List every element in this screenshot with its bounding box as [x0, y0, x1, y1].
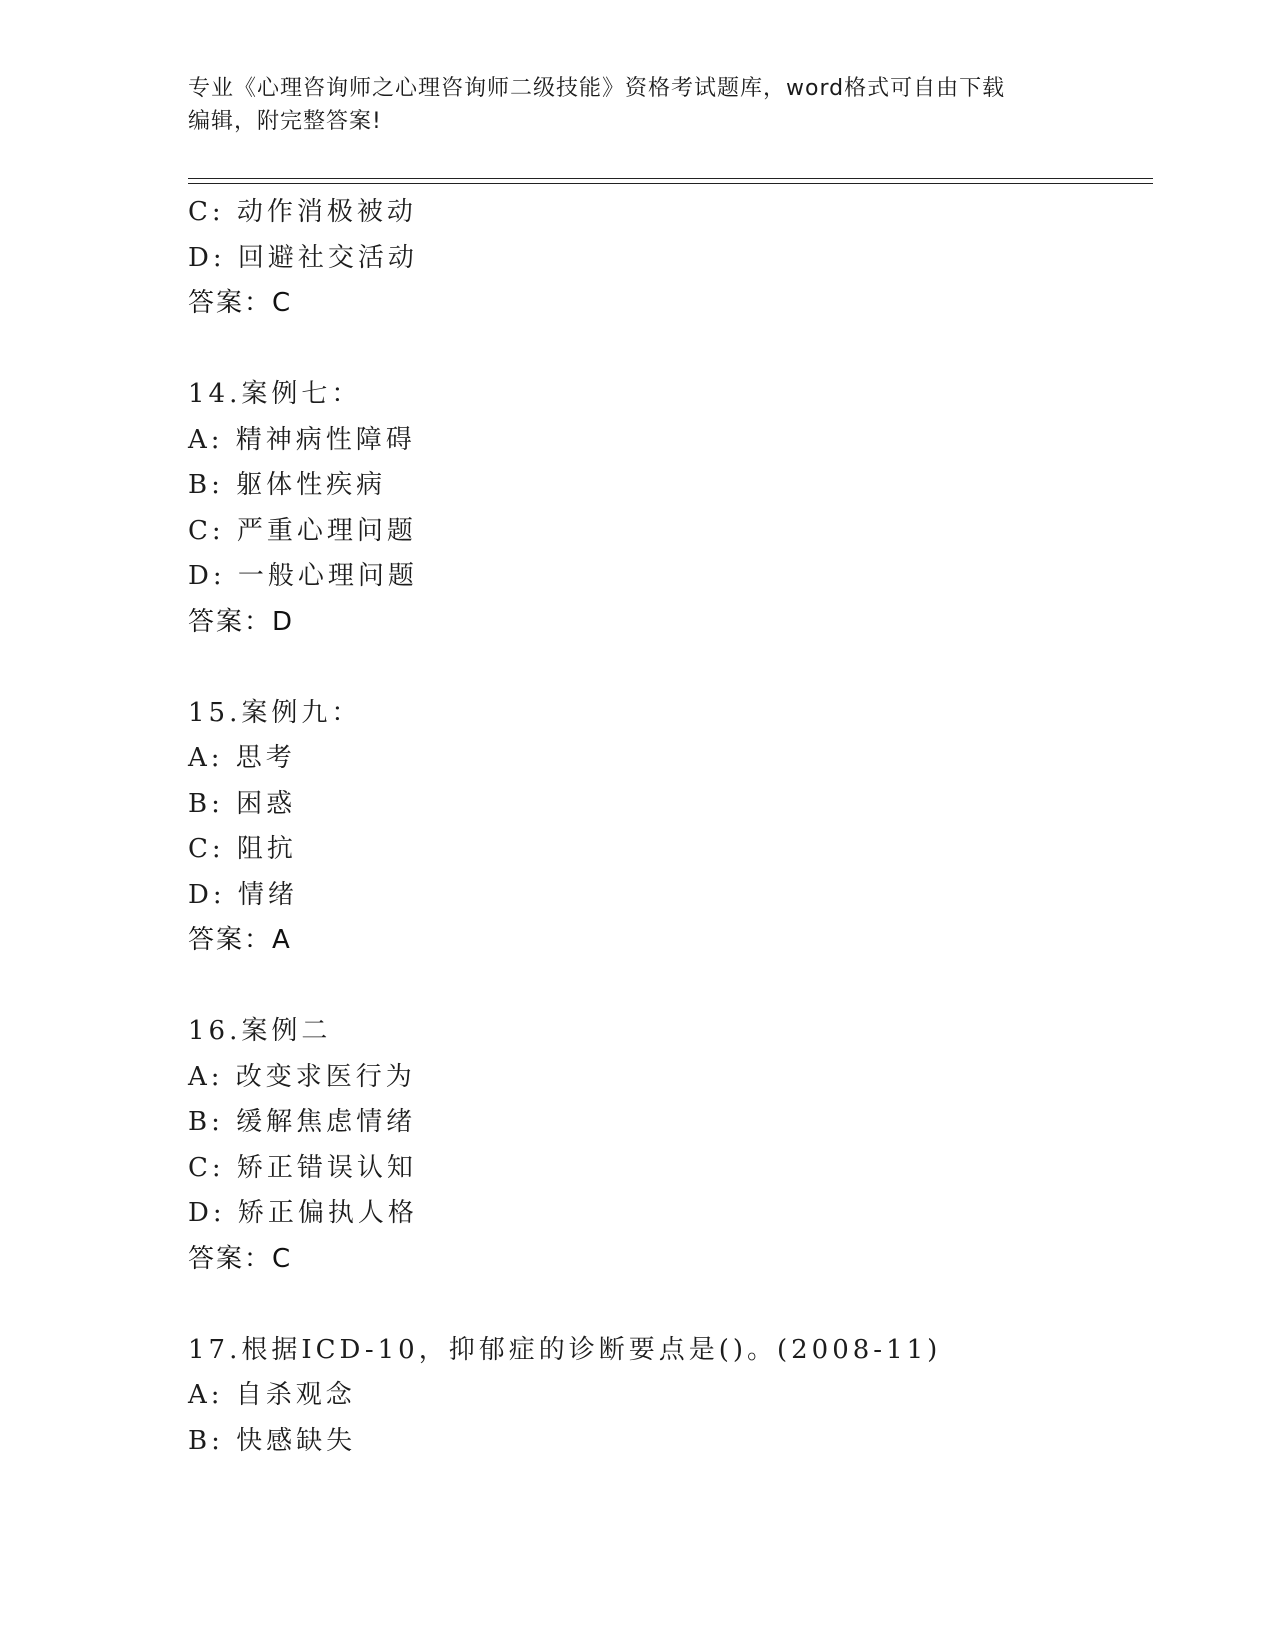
answer-line: 答案：A [188, 925, 292, 955]
question-17 [188, 1328, 1148, 1465]
question-stem: 17.根据ICD-10，抑郁症的诊断要点是()。(2008-11) [188, 1334, 942, 1365]
option-a: A: 改变求医行为 [188, 1061, 416, 1092]
header-line-2: 编辑，附完整答案! [188, 109, 382, 134]
option-d: D: 一般心理问题 [188, 561, 418, 591]
header-divider-top [188, 178, 1153, 179]
question-stem: 15.案例九： [188, 697, 362, 728]
option-c: C: 阻抗 [188, 834, 297, 864]
option-d: D: 情绪 [188, 879, 298, 910]
question-list [188, 190, 1148, 1464]
header-line-1: 专业《心理咨询师之心理咨询师二级技能》资格考试题库，word格式可自由下载 [188, 76, 1006, 101]
option-d: D: 矫正偏执人格 [188, 1198, 418, 1228]
answer-line: 答案：C [188, 288, 293, 318]
question-spacer [188, 645, 1148, 691]
option-c: C: 矫正错误认知 [188, 1152, 417, 1183]
option-b: B: 躯体性疾病 [188, 470, 387, 500]
option-a: A: 精神病性障碍 [188, 424, 416, 455]
question-14 [188, 372, 1148, 645]
option-a: A: 自杀观念 [188, 1380, 356, 1410]
question-15 [188, 691, 1148, 964]
option-c: C: 动作消极被动 [188, 197, 417, 227]
option-c: C: 严重心理问题 [188, 515, 417, 546]
option-b: B: 快感缺失 [188, 1425, 357, 1456]
option-d: D: 回避社交活动 [188, 242, 418, 273]
option-a: A: 思考 [188, 743, 296, 773]
answer-line: 答案：C [188, 1243, 293, 1274]
question-spacer [188, 1282, 1148, 1328]
question-stem: 14.案例七： [188, 379, 362, 409]
header-divider-bottom [188, 183, 1153, 184]
document-header [188, 72, 1088, 138]
answer-line: 答案：D [188, 606, 295, 637]
question-16 [188, 1009, 1148, 1282]
question-spacer [188, 964, 1148, 1010]
option-b: B: 困惑 [188, 788, 297, 819]
question-stem: 16.案例二 [188, 1016, 332, 1046]
option-b: B: 缓解焦虑情绪 [188, 1107, 417, 1137]
question-spacer [188, 327, 1148, 373]
previous-question-tail [188, 190, 1148, 327]
